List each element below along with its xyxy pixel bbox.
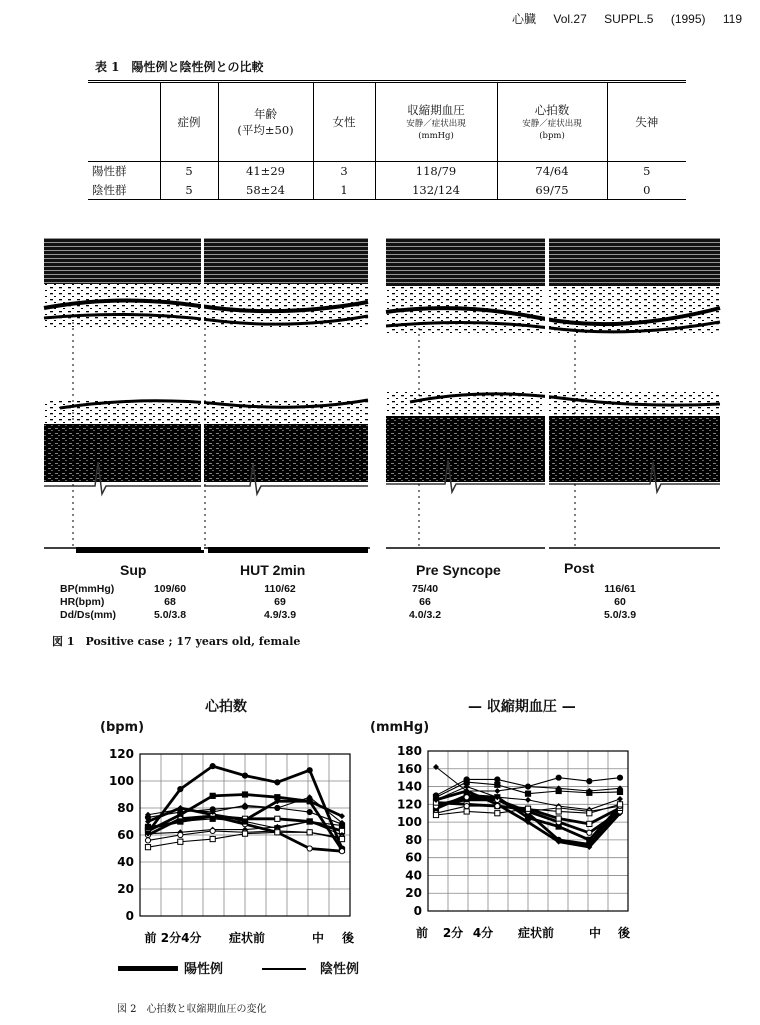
data-point [307,846,312,851]
x-tick-label: 中 [311,931,325,945]
table1-header-row [88,82,686,162]
data-point [556,775,561,780]
table1-header-cell: 年齢 (平均±50) [218,82,313,162]
data-point [587,790,592,795]
data-point [587,779,592,784]
data-point [178,819,183,824]
data-point [242,819,247,824]
data-point [275,830,280,835]
measure-values-presyncope: 75/40 66 4.0/3.2 [408,583,442,621]
echo-panel-group-left [44,232,370,553]
y-tick-label: 100 [108,774,134,788]
legend-positive-swatch [118,966,178,971]
data-point [495,777,500,782]
data-point [525,806,530,811]
data-point [145,815,150,820]
data-point [617,796,623,802]
y-tick-label: 0 [413,904,422,918]
legend-negative-label: 陰性例 [320,962,360,977]
measure-values-sup: 109/60 68 5.0/3.8 [153,583,187,621]
data-point [275,805,280,810]
y-tick-label: 180 [396,744,422,758]
data-point [210,816,215,821]
table-cell: 74/64 [497,162,607,181]
legend-positive-label: 陽性例 [184,962,224,977]
data-point [556,788,561,793]
table-cell: 0 [607,181,686,200]
y-tick-label: 40 [117,855,134,869]
data-point [178,787,183,792]
table-cell: 1 [313,181,375,200]
table-cell: 132/124 [375,181,497,200]
journal-volume: Vol.27 [553,12,587,26]
figure2-caption: 図 2 心拍数と収縮期血圧の変化 [117,1004,267,1015]
data-point [242,773,247,778]
echo-panel-group-right [386,232,720,550]
journal-year: (1995) [670,12,706,26]
data-point [210,764,215,769]
data-point [495,804,500,809]
data-point [556,809,561,814]
x-tick-label: 後 [341,931,355,945]
chart-hr-title: 心拍数 [205,699,247,715]
panel-label-post: Post [564,560,595,576]
y-tick-label: 120 [108,747,134,761]
row-label-bp: BP(mmHg) [60,583,115,595]
data-point [495,782,500,787]
panel-label-presyncope: Pre Syncope [416,562,501,578]
row-label-hr: HR(bpm) [60,596,105,608]
table-cell: 5 [607,162,686,181]
chart-systolic-bp [370,740,655,955]
y-tick-label: 60 [117,828,134,842]
row-label-dd: Dd/Ds(mm) [60,609,117,621]
data-point [433,812,438,817]
table1-header-cell [88,82,160,162]
data-point [556,816,561,821]
y-tick-label: 100 [396,815,422,830]
data-point [587,811,592,816]
data-point [339,849,344,854]
data-point [275,816,280,821]
table-cell: 5 [160,162,218,181]
data-point [464,795,469,800]
data-point [145,824,150,829]
table1-caption: 表 1 陽性例と陰性例との比較 [95,60,264,74]
y-tick-label: 160 [396,761,422,776]
chart-bp-unit: (mmHg) [370,720,430,735]
y-tick-label: 0 [125,909,134,923]
panel-label-hut: HUT 2min [240,562,306,578]
table1-header-cell: 失神 [607,82,686,162]
table-cell: 69/75 [497,181,607,200]
table1-header-cell: 女性 [313,82,375,162]
y-tick-label: 80 [117,801,134,815]
table-cell: 118/79 [375,162,497,181]
data-point [587,830,592,835]
y-tick-label: 20 [117,882,134,896]
data-point [145,838,150,843]
data-point [525,784,530,789]
table-row [88,162,686,181]
table-row [88,181,686,200]
data-point [307,768,312,773]
data-point [587,821,592,826]
x-tick-label: 中 [588,926,602,940]
table1-header-cell: 症例 [160,82,218,162]
data-point [210,807,215,812]
data-point [525,791,530,796]
data-point [464,809,469,814]
chart-heart-rate [95,740,370,955]
data-point [617,802,622,807]
data-point [178,839,183,844]
table-cell: 58±24 [218,181,313,200]
measure-row-labels [60,583,116,622]
table1-header-cell: 収縮期血圧 安静／症状出現 (mmHg) [375,82,497,162]
data-point [587,837,592,842]
x-tick-label: 症状前 [228,931,266,945]
data-point [178,832,183,837]
data-point [494,788,500,794]
data-point [525,797,531,803]
running-header [498,10,742,27]
data-point [617,775,622,780]
y-tick-label: 140 [396,779,422,794]
data-point [339,836,344,841]
y-tick-label: 40 [405,868,422,883]
chart-bp-title: — 収縮期血圧 — [468,699,576,715]
measure-values-post: 116/61 60 5.0/3.9 [603,583,637,621]
data-point [242,831,247,836]
table1 [88,80,686,200]
data-point [210,836,215,841]
y-tick-label: 80 [405,832,422,847]
y-tick-label: 60 [405,850,422,865]
data-point [617,789,622,794]
table-cell: 41±29 [218,162,313,181]
data-point [307,809,312,814]
x-tick-label: 4分 [472,926,494,940]
data-point [307,830,312,835]
data-point [464,804,469,809]
table-cell: 陰性群 [92,182,127,197]
data-point [275,780,280,785]
data-point [145,845,150,850]
x-tick-label: 前 [415,926,429,940]
data-point [495,811,500,816]
figure1-caption: 図 1 Positive case ; 17 years old, female [52,635,301,648]
table-cell: 陽性群 [92,164,127,179]
data-point [242,792,247,797]
y-tick-label: 120 [396,797,422,812]
table-cell: 3 [313,162,375,181]
chart-hr-unit: (bpm) [100,720,145,735]
x-tick-label: 2分 [442,926,464,940]
echo-mmode-image [40,232,730,562]
journal-name: 心臓 [512,12,537,26]
x-tick-label: 前 2分4分 [144,931,202,945]
panel-label-sup: Sup [120,562,147,578]
data-point [339,823,344,828]
page-number: 119 [722,12,742,26]
x-tick-label: 症状前 [517,926,555,940]
legend-negative-swatch [262,968,306,970]
data-point [178,809,183,814]
table1-header-cell: 心拍数 安静／症状出現 (bpm) [497,82,607,162]
x-tick-label: 後 [617,926,631,940]
data-point [210,793,215,798]
journal-suppl: SUPPL.5 [604,12,654,26]
measure-values-hut: 110/62 69 4.9/3.9 [263,583,297,621]
table-cell: 5 [160,181,218,200]
y-tick-label: 20 [405,886,422,901]
data-point [210,828,215,833]
data-point [242,804,247,809]
